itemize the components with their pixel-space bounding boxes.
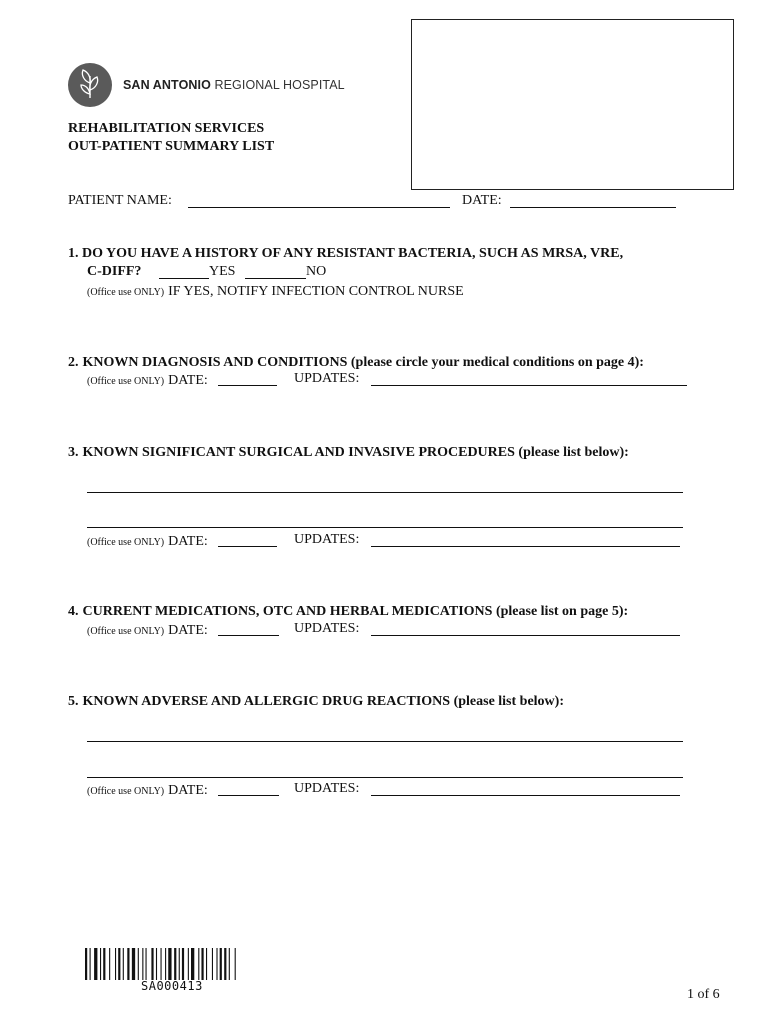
reactions-line-2[interactable] [87, 777, 683, 778]
barcode-text: SA000413 [141, 979, 203, 993]
yes-field[interactable] [159, 278, 209, 279]
date-field[interactable] [510, 207, 676, 208]
question-1: 1. DO YOU HAVE A HISTORY OF ANY RESISTANT BACTERIA, SUCH AS MRSA, VRE, [68, 246, 624, 261]
question-3: 3. KNOWN SIGNIFICANT SURGICAL AND INVASIVE PROCEDURES (please list below): [68, 445, 629, 460]
question-1-line2: C-DIFF? [87, 264, 142, 279]
photo-placeholder-box [411, 19, 734, 190]
patient-name-label: PATIENT NAME: [68, 193, 172, 208]
office-row-3: (Office use ONLY) DATE: [87, 534, 208, 549]
office-date-field-5[interactable] [218, 795, 279, 796]
office-row-4: (Office use ONLY) DATE: [87, 623, 208, 638]
updates-field-5[interactable] [371, 795, 680, 796]
question-4: 4. CURRENT MEDICATIONS, OTC AND HERBAL MEDICATIONS (please list on page 5): [68, 604, 629, 619]
office-date-field-3[interactable] [218, 546, 277, 547]
no-label: NO [306, 264, 327, 279]
updates-label-2: UPDATES: [294, 371, 360, 386]
updates-field-3[interactable] [371, 546, 680, 547]
updates-label-5: UPDATES: [294, 781, 360, 796]
updates-label-4: UPDATES: [294, 621, 360, 636]
procedures-line-2[interactable] [87, 527, 683, 528]
page-indicator: 1 of 6 [687, 987, 720, 1002]
procedures-line-1[interactable] [87, 492, 683, 493]
office-date-field-4[interactable] [218, 635, 279, 636]
reactions-line-1[interactable] [87, 741, 683, 742]
updates-label-3: UPDATES: [294, 532, 360, 547]
office-date-field-2[interactable] [218, 385, 277, 386]
leaf-sprout-icon [68, 63, 112, 107]
updates-field-2[interactable] [371, 385, 687, 386]
no-field[interactable] [245, 278, 306, 279]
yes-label: YES [209, 264, 236, 279]
office-row-5: (Office use ONLY) DATE: [87, 783, 208, 798]
date-label: DATE: [462, 193, 502, 208]
office-row-2: (Office use ONLY) DATE: [87, 373, 208, 388]
updates-field-4[interactable] [371, 635, 680, 636]
form-title: REHABILITATION SERVICES OUT-PATIENT SUMMARY LIST [68, 121, 275, 154]
hospital-name: SAN ANTONIO REGIONAL HOSPITAL [123, 78, 345, 92]
question-5: 5. KNOWN ADVERSE AND ALLERGIC DRUG REACTIONS (please list below): [68, 694, 564, 709]
patient-name-field[interactable] [188, 207, 450, 208]
question-2: 2. KNOWN DIAGNOSIS AND CONDITIONS (please circle your medical conditions on page 4): [68, 355, 644, 370]
office-note-1: (Office use ONLY) IF YES, NOTIFY INFECTION CONTROL NURSE [87, 284, 464, 299]
barcode [85, 948, 265, 980]
